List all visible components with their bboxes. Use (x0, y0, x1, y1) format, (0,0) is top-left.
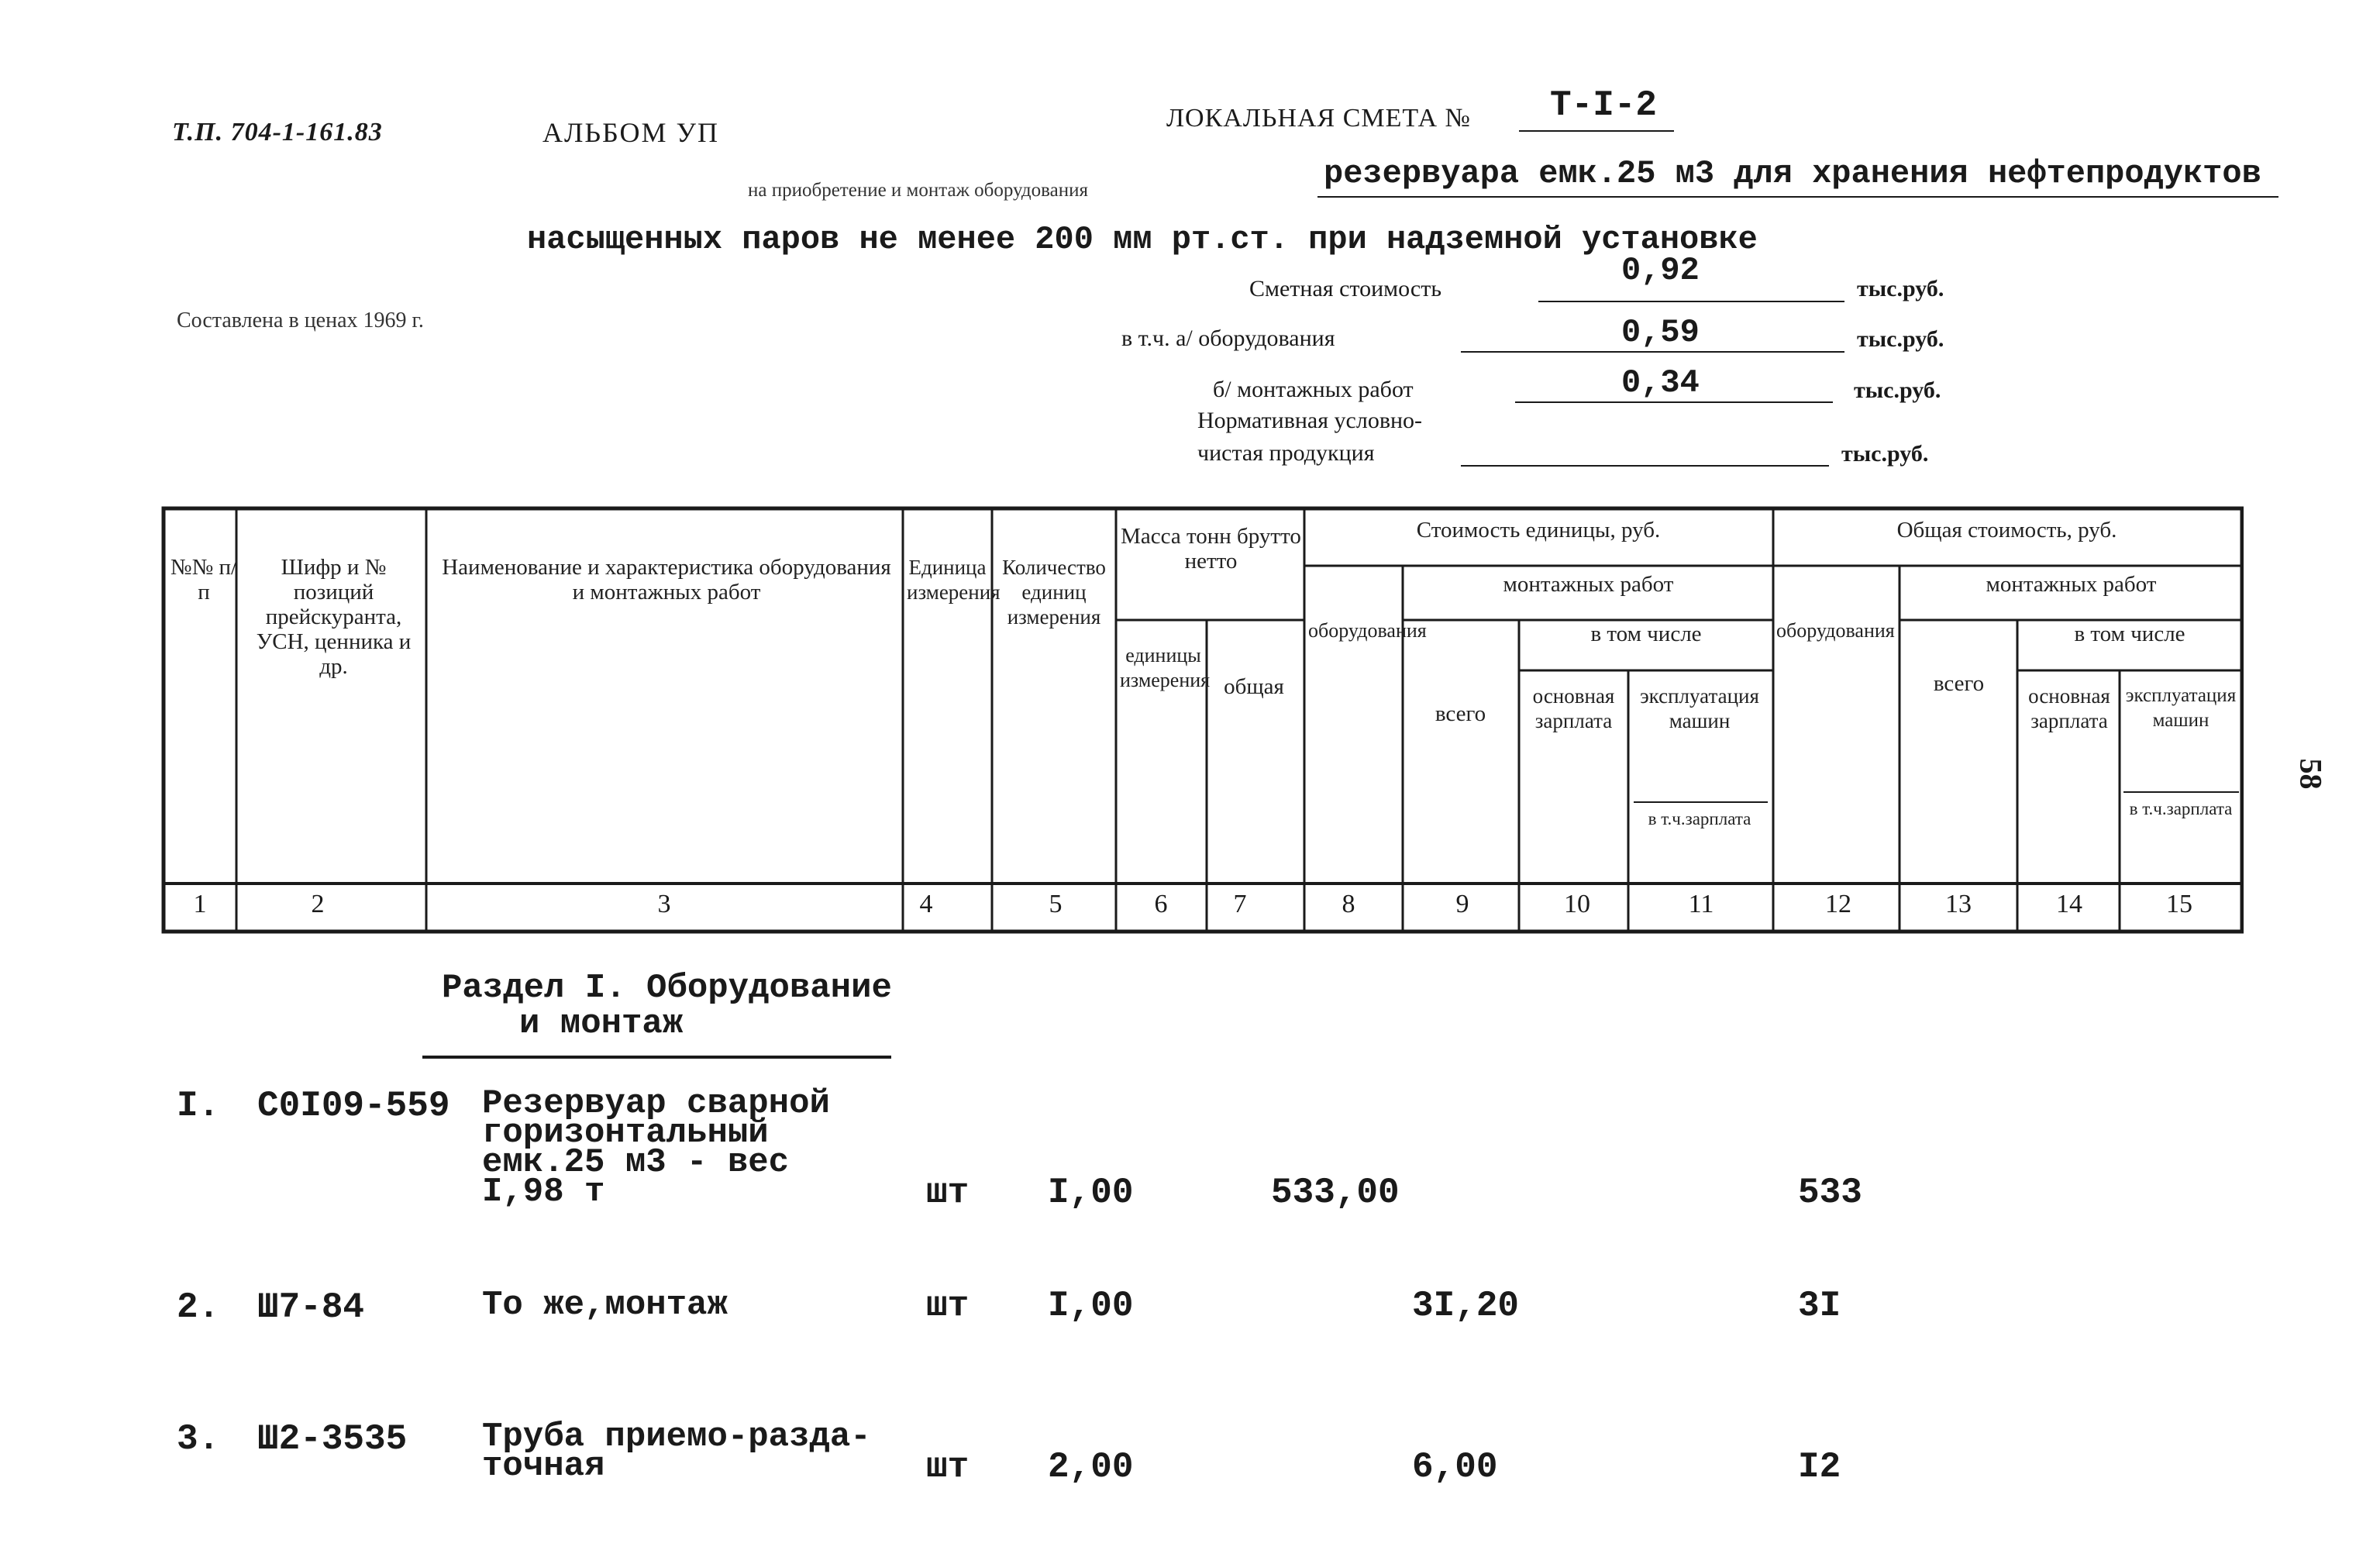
header-total-incl: в том числе (2074, 622, 2185, 646)
smeta-number: Т-I-2 (1550, 85, 1658, 126)
section-title-line-2: и монтаж (519, 1004, 684, 1043)
column-number: 5 (1049, 890, 1063, 918)
document-code: Т.П. 704-1-161.83 (172, 118, 383, 146)
column-number: 3 (657, 890, 671, 918)
header-total-machine: эксплуатация машин (2125, 685, 2237, 731)
row-code: Ш2-3535 (257, 1419, 408, 1459)
header-mass-total: общая (1224, 674, 1284, 699)
row-name: Труба приемо-разда- точная (482, 1417, 871, 1486)
header-name: Наименование и характеристика оборудования и монтажных работ (442, 555, 891, 605)
row-unit-install-cost: 3I,20 (1412, 1286, 1520, 1326)
header-total-machine-incl: в т.ч.зарплата (2129, 799, 2233, 818)
column-number: 14 (2056, 890, 2082, 918)
row-number: 2. (177, 1287, 220, 1328)
normative-label-2: чистая продукция (1197, 440, 1375, 466)
row-code: С0I09-559 (257, 1086, 450, 1126)
total-cost-value: 0,92 (1621, 252, 1700, 289)
prices-caption: Составлена в ценах 1969 г. (177, 308, 424, 332)
column-number: 6 (1154, 890, 1168, 918)
header-num: №№ п/п (170, 555, 238, 605)
row-total-equipment: 3I (1798, 1286, 1841, 1326)
header-total-wage: основная зарплата (2028, 684, 2110, 732)
install-cost-label: б/ монтажных работ (1213, 377, 1414, 402)
header-mass: Масса тонн брутто нетто (1121, 524, 1301, 574)
header-code: Шифр и № позиций прейскуранта, УСН, ценника и др. (256, 555, 412, 679)
header-total-cost: Общая стоимость, руб. (1896, 518, 2117, 543)
purpose-caption: на приобретение и монтаж оборудования (748, 180, 1088, 201)
column-number: 1 (193, 890, 207, 918)
album-label: АЛЬБОМ УП (542, 117, 720, 148)
equipment-cost-label: в т.ч. а/ оборудования (1121, 326, 1335, 351)
purpose-line-1: резервуара емк.25 м3 для хранения нефтепродуктов (1324, 155, 2261, 192)
row-unit: шт (926, 1286, 970, 1326)
header-total-install-all: всего (1933, 671, 1985, 696)
purpose-line-2: насыщенных паров не менее 200 мм рт.ст. при надземной установке (527, 221, 1758, 258)
row-number: I. (177, 1086, 220, 1126)
column-number: 8 (1342, 890, 1355, 918)
row-total-equipment: I2 (1798, 1447, 1841, 1487)
header-unit-cost: Стоимость единицы, руб. (1416, 518, 1661, 543)
row-unit-install-cost: 6,00 (1412, 1447, 1498, 1487)
column-number: 4 (919, 890, 933, 918)
row-code: Ш7-84 (257, 1287, 365, 1328)
header-machine-incl: в т.ч.зарплата (1648, 809, 1751, 828)
row-number: 3. (177, 1419, 220, 1459)
column-number: 15 (2166, 890, 2192, 918)
column-number: 12 (1825, 890, 1851, 918)
row-unit: шт (926, 1173, 970, 1213)
row-unit-equipment-cost: 533,00 (1271, 1173, 1400, 1213)
normative-unit: тыс.руб. (1841, 441, 1929, 467)
section-title-line-1: Раздел I. Оборудование (442, 969, 892, 1008)
row-unit: шт (926, 1447, 970, 1487)
header-unit-equipment: оборудования (1308, 619, 1427, 642)
row-quantity: I,00 (1048, 1286, 1134, 1326)
header-total-install: монтажных работ (1986, 572, 2157, 597)
row-quantity: 2,00 (1048, 1447, 1134, 1487)
column-number: 10 (1564, 890, 1590, 918)
header-total-equipment: оборудования (1776, 619, 1895, 642)
header-mass-unit: единицы измерения (1120, 644, 1211, 691)
header-qty: Количество единиц измерения (1002, 556, 1106, 629)
normative-label-1: Нормативная условно- (1197, 408, 1423, 433)
equipment-cost-value: 0,59 (1621, 314, 1700, 351)
header-machine: эксплуатация машин (1640, 684, 1759, 732)
smeta-title: ЛОКАЛЬНАЯ СМЕТА № (1166, 104, 1471, 133)
install-cost-value: 0,34 (1621, 364, 1700, 401)
total-cost-unit: тыс.руб. (1857, 276, 1944, 301)
header-wage: основная зарплата (1532, 684, 1615, 732)
column-number: 11 (1688, 890, 1714, 918)
column-number: 2 (311, 890, 325, 918)
header-install: монтажных работ (1503, 572, 1674, 597)
install-cost-unit: тыс.руб. (1854, 377, 1941, 403)
row-name: Резервуар сварной горизонтальный емк.25 м3 - вес I,98 т (482, 1084, 830, 1211)
equipment-cost-unit: тыс.руб. (1857, 326, 1944, 352)
column-number: 9 (1455, 890, 1469, 918)
row-quantity: I,00 (1048, 1173, 1134, 1213)
header-unit: Единица измерения (907, 556, 1001, 604)
header-incl: в том числе (1590, 622, 1702, 646)
row-name: То же,монтаж (482, 1286, 728, 1324)
header-install-all: всего (1435, 701, 1486, 726)
row-total-equipment: 533 (1798, 1173, 1862, 1213)
column-number: 7 (1233, 890, 1247, 918)
margin-page-mark: 58 (2293, 758, 2329, 790)
column-number: 13 (1945, 890, 1972, 918)
total-cost-label: Сметная стоимость (1249, 276, 1442, 301)
